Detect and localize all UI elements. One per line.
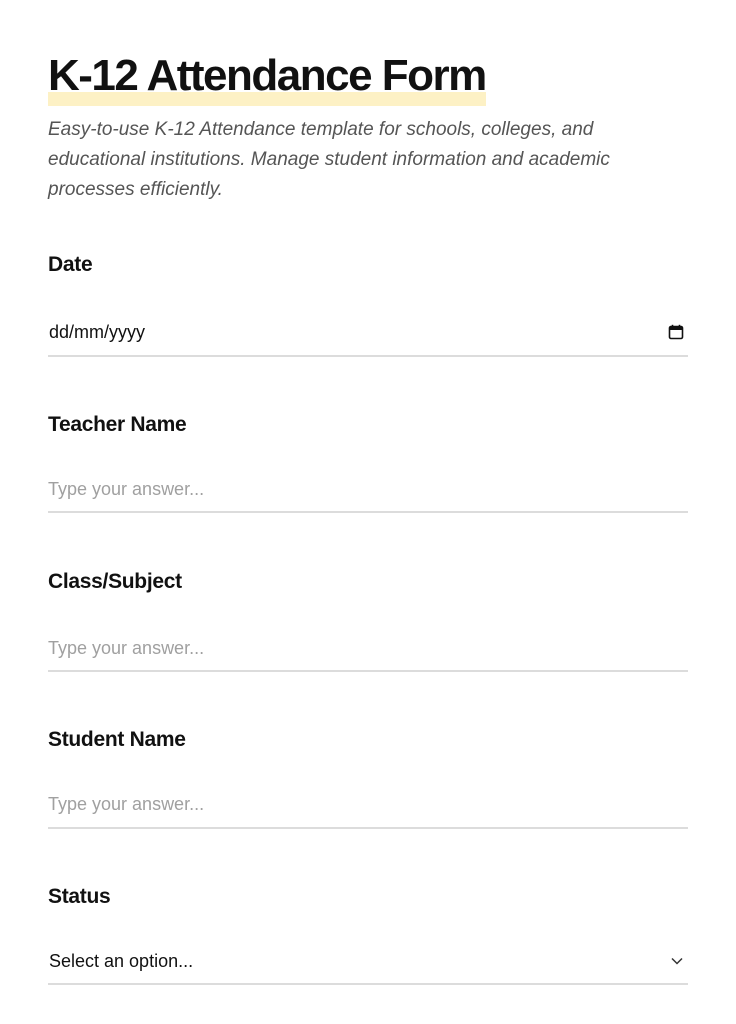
title-block [48, 50, 486, 106]
status-select-value: Select an option... [49, 950, 194, 971]
status-select[interactable] [48, 939, 688, 985]
class-subject-placeholder: Type your answer... [48, 637, 205, 658]
class-subject-label: Class/Subject [48, 570, 182, 593]
teacher-name-field-group [48, 413, 688, 499]
date-input-value: dd/mm/yyyy [49, 321, 146, 342]
status-label: Status [48, 885, 111, 908]
page-description: Easy-to-use K-12 Attendance template for schools, colleges, and educational institutions. Manage student information and academic processes efficiently. [48, 119, 610, 200]
date-field-group [48, 253, 688, 342]
student-name-label: Student Name [48, 728, 186, 751]
class-subject-field-group [48, 570, 688, 658]
teacher-name-label: Teacher Name [48, 413, 187, 436]
date-input[interactable] [48, 309, 688, 357]
student-name-input[interactable] [48, 782, 688, 829]
page-title: K-12 Attendance Form [48, 50, 486, 106]
status-field-group [48, 885, 688, 971]
student-name-field-group [48, 728, 688, 814]
date-label: Date [48, 253, 93, 276]
teacher-name-input[interactable] [48, 467, 688, 513]
chevron-down-icon[interactable] [670, 954, 684, 968]
class-subject-input[interactable] [48, 626, 688, 672]
calendar-icon[interactable] [668, 324, 684, 340]
student-name-placeholder: Type your answer... [48, 794, 205, 814]
teacher-name-placeholder: Type your answer... [48, 478, 205, 499]
